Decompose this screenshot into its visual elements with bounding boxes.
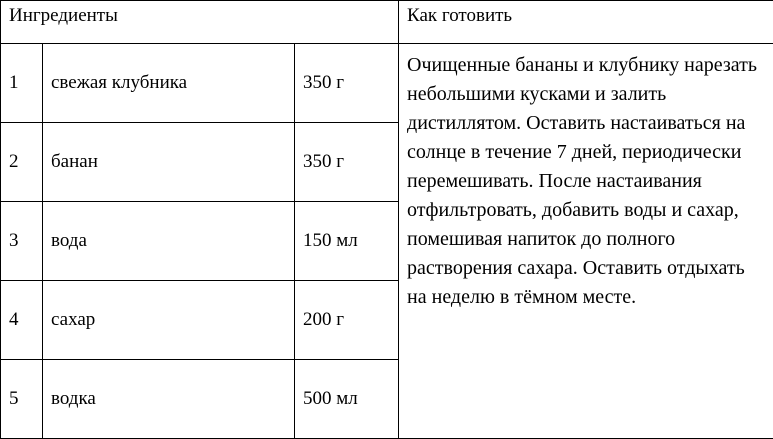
ingredient-name: свежая клубника	[43, 44, 295, 123]
ingredient-quantity: 150 мл	[295, 202, 399, 281]
header-row	[1, 1, 773, 44]
ingredient-number: 2	[1, 123, 43, 202]
how-to-cook-header: Как готовить	[399, 1, 773, 44]
table-row	[1, 44, 773, 123]
ingredient-name: сахар	[43, 281, 295, 360]
ingredient-name: водка	[43, 360, 295, 439]
ingredient-number: 5	[1, 360, 43, 439]
ingredient-quantity: 200 г	[295, 281, 399, 360]
ingredient-number: 3	[1, 202, 43, 281]
ingredients-header: Ингредиенты	[1, 1, 399, 44]
ingredient-quantity: 500 мл	[295, 360, 399, 439]
instructions-text: Очищенные бананы и клубнику нарезать небольшими кусками и залить дистиллятом. Оставить настаиваться на солнце в течение 7 дней, периодически перемешивать. После настаивания отфильтровать, добавить воды и сахар, помешивая напиток до полного растворения сахара. Оставить отдыхать на неделю в тёмном месте.	[399, 44, 773, 439]
ingredient-quantity: 350 г	[295, 123, 399, 202]
ingredient-name: вода	[43, 202, 295, 281]
ingredient-quantity: 350 г	[295, 44, 399, 123]
ingredient-number: 4	[1, 281, 43, 360]
ingredient-name: банан	[43, 123, 295, 202]
ingredient-number: 1	[1, 44, 43, 123]
